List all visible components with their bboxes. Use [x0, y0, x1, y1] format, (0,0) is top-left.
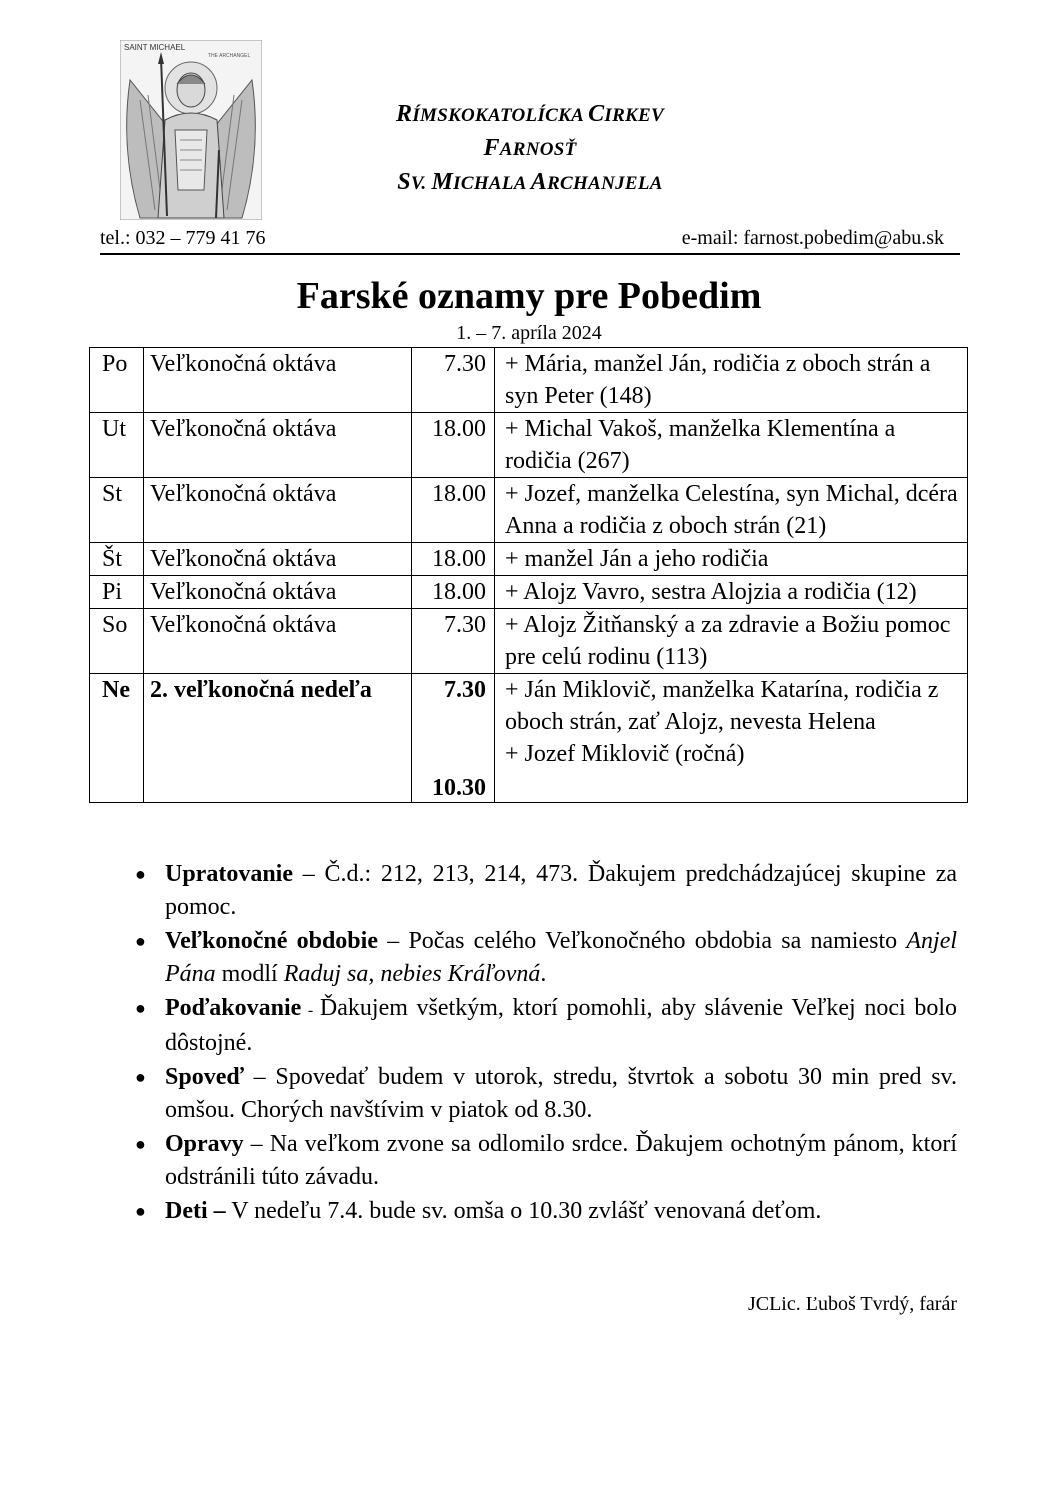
liturgy-cell: Veľkonočná oktáva [144, 478, 412, 543]
church-name-line2: FARNOSŤ [483, 135, 577, 161]
day-cell: So [90, 609, 144, 674]
bullet-icon: ● [135, 931, 146, 951]
day-cell: St [90, 478, 144, 543]
list-item: ● Opravy – Na veľkom zvone sa odlomilo srdce. Ďakujem ochotným pánom, ktorí odstránili túto závadu. [135, 1128, 957, 1194]
table-row [90, 348, 968, 413]
notice-text: V nedeľu 7.4. bude sv. omša o 10.30 zvlášť venovaná deťom. [231, 1198, 822, 1224]
time-cell: 18.00 [412, 478, 495, 543]
notice-heading: Spoveď [165, 1064, 244, 1090]
liturgy-cell: Veľkonočná oktáva [144, 576, 412, 609]
list-item: ● Spoveď – Spovedať budem v utorok, stredu, štvrtok a sobotu 30 min pred sv. omšou. Chorých navštívim v piatok od 8.30. [135, 1061, 957, 1127]
date-range: 1. – 7. apríla 2024 [456, 322, 602, 344]
intention-cell: + Alojz Vavro, sestra Alojzia a rodičia (12) [495, 576, 968, 609]
page-title: Farské oznamy pre Pobedim [296, 275, 762, 317]
table-row [90, 543, 968, 576]
table-row [90, 609, 968, 674]
saint-michael-icon [120, 40, 262, 220]
table-row [90, 576, 968, 609]
logo-subtext: THE ARCHANGEL [208, 53, 251, 59]
notice-heading: Opravy [165, 1131, 244, 1157]
liturgy-cell: Veľkonočná oktáva [144, 609, 412, 674]
day-cell: Po [90, 348, 144, 413]
church-name-line1: RÍMSKOKATOLÍCKA CIRKEV [396, 101, 664, 127]
logo-text: SAINT MICHAEL [124, 43, 186, 52]
list-item: ● Upratovanie – Č.d.: 212, 213, 214, 473. Ďakujem predchádzajúcej skupine za pomoc. [135, 858, 957, 924]
email-address: e-mail: farnost.pobedim@abu.sk [681, 227, 944, 249]
phone-number: tel.: 032 – 779 41 76 [100, 227, 266, 249]
time-cell: 7.30 [412, 609, 495, 674]
time-cell: 18.00 [412, 576, 495, 609]
bullet-icon: ● [135, 998, 146, 1018]
contact-line [100, 227, 960, 255]
intention-cell: + Michal Vakoš, manželka Klementína a rodičia (267) [495, 413, 968, 478]
church-name [300, 98, 760, 200]
list-item: ● Poďakovanie - Ďakujem všetkým, ktorí pomohli, aby slávenie Veľkej noci bolo dôstojné. [135, 992, 957, 1060]
bullet-icon: ● [135, 864, 146, 884]
time-cell [412, 674, 495, 803]
liturgy-cell: Veľkonočná oktáva [144, 413, 412, 478]
intention-first: + Ján Miklovič, manželka Katarína, rodičia z oboch strán, zať Alojz, nevesta Helena [505, 677, 939, 735]
bullet-icon: ● [135, 1067, 146, 1087]
liturgy-cell: Veľkonočná oktáva [144, 543, 412, 576]
day-cell: Št [90, 543, 144, 576]
notice-heading: Upratovanie [165, 861, 293, 887]
day-cell: Ne [90, 674, 144, 803]
notice-heading: Veľkonočné obdobie [165, 928, 378, 954]
time-cell: 18.00 [412, 413, 495, 478]
mass-schedule-table [89, 347, 968, 803]
signature: JCLic. Ľuboš Tvrdý, farár [747, 1293, 957, 1315]
table-row [90, 674, 968, 803]
intention-second: + Jozef Miklovič (ročná) [505, 741, 745, 767]
notice-heading: Poďakovanie [165, 995, 302, 1021]
table-row [90, 478, 968, 543]
bullet-icon: ● [135, 1134, 146, 1154]
church-name-line3: SV. MICHALA ARCHANJELA [397, 169, 663, 195]
liturgy-cell: Veľkonočná oktáva [144, 348, 412, 413]
intention-cell: + Jozef, manželka Celestína, syn Michal, dcéra Anna a rodičia z oboch strán (21) [495, 478, 968, 543]
table-row [90, 413, 968, 478]
day-cell: Ut [90, 413, 144, 478]
list-item [135, 1195, 957, 1228]
notices-list [135, 858, 957, 1229]
time-second: 10.30 [432, 775, 486, 801]
time-cell: 7.30 [412, 348, 495, 413]
notice-text: Ďakujem všetkým, ktorí pomohli, aby slávenie Veľkej noci bolo dôstojné. [165, 995, 958, 1056]
notice-text: Počas celého Veľkonočného obdobia sa namiesto [408, 928, 907, 954]
day-cell: Pi [90, 576, 144, 609]
notice-text: Na veľkom zvone sa odlomilo srdce. Ďakujem ochotným pánom, ktorí odstránili túto závadu. [165, 1131, 957, 1190]
intention-cell: + Mária, manžel Ján, rodičia z oboch strán a syn Peter (148) [495, 348, 968, 413]
intention-cell: + Alojz Žitňanský a za zdravie a Božiu pomoc pre celú rodinu (113) [495, 609, 968, 674]
notice-heading: Deti – [165, 1198, 226, 1224]
notice-italic: Anjel Pána [165, 928, 958, 987]
time-cell: 18.00 [412, 543, 495, 576]
notice-text: Č.d.: 212, 213, 214, 473. Ďakujem predchádzajúcej skupine za pomoc. [165, 861, 957, 920]
list-item: ● Veľkonočné obdobie – Počas celého Veľkonočného obdobia sa namiesto Anjel Pána modlí Raduj sa, nebies Kráľovná. [135, 925, 957, 991]
notice-italic: Raduj sa, nebies Kráľovná [283, 961, 541, 987]
notice-text: Spovedať budem v utorok, stredu, štvrtok a sobotu 30 min pred sv. omšou. Chorých navštívim v piatok od 8.30. [165, 1064, 957, 1123]
intention-cell: + manžel Ján a jeho rodičia [495, 543, 968, 576]
intention-cell [495, 674, 968, 803]
bullet-icon: ● [135, 1201, 146, 1221]
time-first: 7.30 [444, 677, 486, 703]
liturgy-cell: 2. veľkonočná nedeľa [144, 674, 412, 803]
